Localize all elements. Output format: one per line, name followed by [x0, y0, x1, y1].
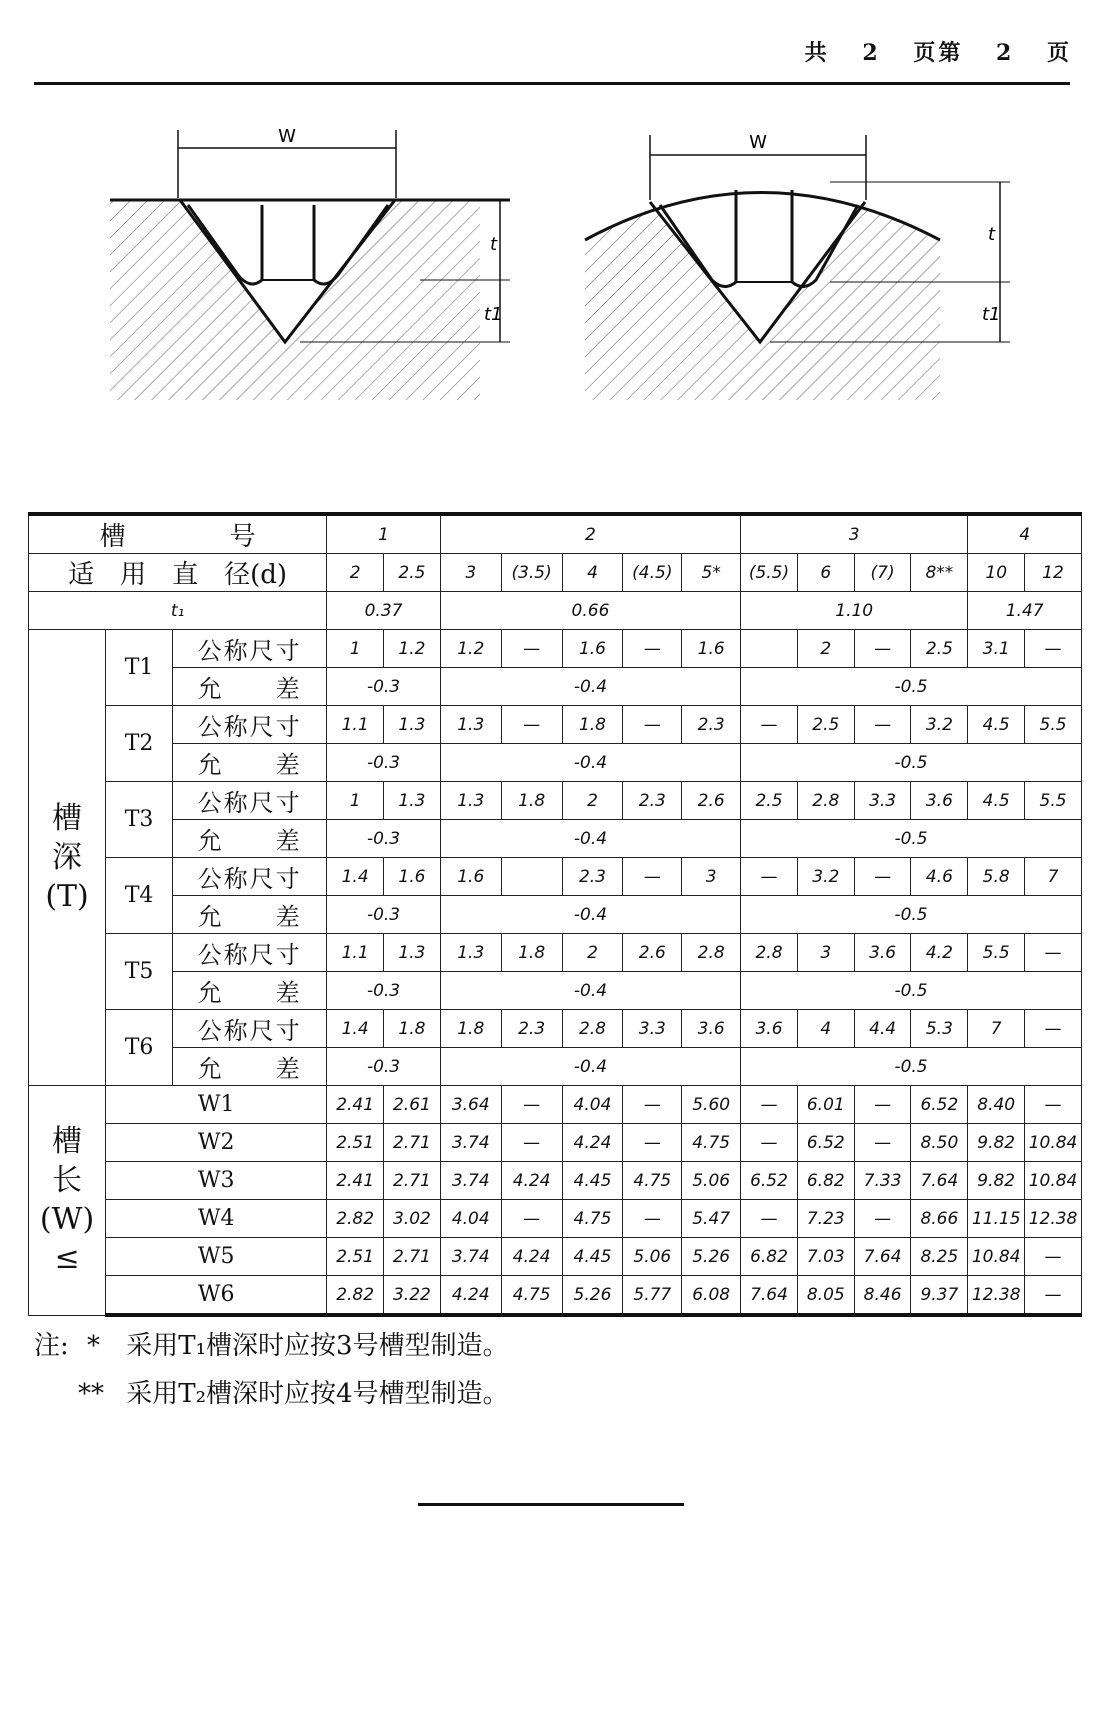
depth-value: 2.3 [562, 858, 623, 896]
length-value: — [854, 1086, 911, 1124]
depth-value: 3.6 [682, 1010, 741, 1048]
length-value: 11.15 [968, 1200, 1025, 1238]
length-value: 6.52 [911, 1086, 968, 1124]
diameter-cell: 2.5 [384, 554, 441, 592]
length-value: 2.41 [327, 1162, 384, 1200]
t1-cell: 0.66 [440, 592, 740, 630]
t1-header: t₁ [29, 592, 327, 630]
page-number: 2 [996, 40, 1015, 66]
depth-value: 2.5 [741, 782, 798, 820]
length-name: W6 [106, 1276, 327, 1316]
table-row [29, 1238, 1082, 1276]
depth-value: 2.6 [682, 782, 741, 820]
table-row [29, 744, 1082, 782]
nominal-label: 公称尺寸 [173, 858, 327, 896]
depth-value: 2.6 [623, 934, 682, 972]
depth-value: 2.5 [911, 630, 968, 668]
length-value: — [1025, 1276, 1082, 1316]
table-row [29, 972, 1082, 1010]
total-label: 共 [804, 40, 830, 66]
note-1 [34, 1322, 509, 1370]
depth-value: 4.4 [854, 1010, 911, 1048]
nominal-label: 公称尺寸 [173, 630, 327, 668]
table-row [29, 1048, 1082, 1086]
length-value: — [1025, 1086, 1082, 1124]
depth-value: 2.5 [797, 706, 854, 744]
depth-value: 1 [327, 630, 384, 668]
diameter-header: 适 用 直 径(d) [29, 554, 327, 592]
length-value: 6.08 [682, 1276, 741, 1316]
depth-label: 槽 深 (T) [29, 630, 106, 1086]
depth-value: 3.2 [797, 858, 854, 896]
length-value: 6.52 [741, 1162, 798, 1200]
length-value: 4.75 [623, 1162, 682, 1200]
length-value: 8.40 [968, 1086, 1025, 1124]
length-value: 9.37 [911, 1276, 968, 1316]
diameter-cell: (5.5) [741, 554, 798, 592]
depth-value: 4.5 [968, 782, 1025, 820]
tolerance-label: 允 差 [173, 820, 327, 858]
length-value: 3.74 [440, 1162, 501, 1200]
table-row [29, 858, 1082, 896]
table-row [29, 630, 1082, 668]
t1-cell: 1.47 [968, 592, 1082, 630]
slot-no-header: 槽 号 [29, 514, 327, 554]
depth-value: 3.1 [968, 630, 1025, 668]
length-value: 3.74 [440, 1238, 501, 1276]
depth-value: — [741, 858, 798, 896]
tolerance-value: -0.3 [327, 820, 441, 858]
depth-value: 5.5 [1025, 782, 1082, 820]
depth-value: — [623, 858, 682, 896]
length-value: 4.24 [562, 1124, 623, 1162]
tolerance-value: -0.4 [440, 972, 740, 1010]
table-row [29, 820, 1082, 858]
t1-label-right: t1 [982, 304, 1001, 325]
table-row [29, 1162, 1082, 1200]
depth-value: 7 [968, 1010, 1025, 1048]
table-row [29, 668, 1082, 706]
t1-cell: 1.10 [741, 592, 968, 630]
length-value: 2.82 [327, 1276, 384, 1316]
length-name: W1 [106, 1086, 327, 1124]
depth-value: 3 [797, 934, 854, 972]
slot-spec-table [28, 512, 1082, 1317]
tolerance-value: -0.4 [440, 744, 740, 782]
depth-value: 1.2 [440, 630, 501, 668]
diameter-cell: 2 [327, 554, 384, 592]
depth-value: — [1025, 630, 1082, 668]
depth-value: 2.3 [623, 782, 682, 820]
diameter-cell: 10 [968, 554, 1025, 592]
length-value: — [1025, 1238, 1082, 1276]
table-row [29, 1200, 1082, 1238]
depth-value: 1.8 [562, 706, 623, 744]
length-value: 8.25 [911, 1238, 968, 1276]
tolerance-value: -0.3 [327, 668, 441, 706]
depth-name: T6 [106, 1010, 173, 1086]
length-value: — [501, 1124, 562, 1162]
length-value: 5.06 [623, 1238, 682, 1276]
tolerance-label: 允 差 [173, 744, 327, 782]
depth-value: 2.3 [501, 1010, 562, 1048]
depth-value: 4.2 [911, 934, 968, 972]
w-label-right: W [749, 132, 767, 153]
depth-value: — [501, 630, 562, 668]
depth-value: 1.6 [384, 858, 441, 896]
page-header [783, 36, 1072, 67]
depth-value: — [623, 630, 682, 668]
depth-value: 1.3 [440, 934, 501, 972]
t1-label-left: t1 [484, 304, 503, 325]
depth-value: 1.8 [501, 934, 562, 972]
depth-value: 1.6 [440, 858, 501, 896]
note-2-mark: ** [78, 1379, 104, 1409]
length-value: 2.41 [327, 1086, 384, 1124]
depth-value: 1.4 [327, 1010, 384, 1048]
table-row [29, 782, 1082, 820]
length-value: 4.24 [501, 1162, 562, 1200]
depth-value: — [854, 630, 911, 668]
length-value: 2.51 [327, 1124, 384, 1162]
tolerance-value: -0.5 [741, 1048, 1082, 1086]
table-row [29, 1276, 1082, 1316]
t-label-left: t [490, 234, 498, 255]
length-value: 8.50 [911, 1124, 968, 1162]
depth-value: 2 [562, 934, 623, 972]
depth-name: T4 [106, 858, 173, 934]
length-value: — [501, 1086, 562, 1124]
slot-diagrams [0, 110, 1112, 410]
nominal-label: 公称尺寸 [173, 706, 327, 744]
nominal-label: 公称尺寸 [173, 1010, 327, 1048]
note-prefix: 注: [34, 1331, 69, 1361]
depth-value: — [1025, 934, 1082, 972]
depth-value: 1.8 [384, 1010, 441, 1048]
length-value: 6.82 [797, 1162, 854, 1200]
length-value: 5.47 [682, 1200, 741, 1238]
tolerance-label: 允 差 [173, 1048, 327, 1086]
table-row [29, 1086, 1082, 1124]
depth-value: 2.8 [562, 1010, 623, 1048]
length-value: 3.64 [440, 1086, 501, 1124]
length-value: 7.64 [741, 1276, 798, 1316]
length-value: 4.45 [562, 1238, 623, 1276]
tolerance-value: -0.5 [741, 744, 1082, 782]
length-value: 6.82 [741, 1238, 798, 1276]
length-value: 2.71 [384, 1124, 441, 1162]
note-2-text: 采用T₂槽深时应按4号槽型制造。 [126, 1379, 509, 1409]
tolerance-value: -0.3 [327, 896, 441, 934]
group-header: 4 [968, 514, 1082, 554]
length-value: 6.52 [797, 1124, 854, 1162]
depth-value: 1.6 [562, 630, 623, 668]
depth-name: T5 [106, 934, 173, 1010]
length-value: 8.66 [911, 1200, 968, 1238]
depth-value: 5.3 [911, 1010, 968, 1048]
tolerance-value: -0.5 [741, 972, 1082, 1010]
tolerance-label: 允 差 [173, 668, 327, 706]
table-row [29, 1010, 1082, 1048]
length-value: — [741, 1086, 798, 1124]
diameter-cell: (3.5) [501, 554, 562, 592]
depth-value: 5.5 [968, 934, 1025, 972]
depth-value: 1.3 [440, 706, 501, 744]
diameter-cell: 6 [797, 554, 854, 592]
length-value: 5.77 [623, 1276, 682, 1316]
note-1-mark: * [87, 1331, 101, 1361]
length-name: W4 [106, 1200, 327, 1238]
tolerance-value: -0.4 [440, 1048, 740, 1086]
length-value: 8.05 [797, 1276, 854, 1316]
diameter-cell: (4.5) [623, 554, 682, 592]
length-name: W5 [106, 1238, 327, 1276]
length-value: 7.23 [797, 1200, 854, 1238]
depth-value: 3.3 [854, 782, 911, 820]
total-pages: 2 [862, 40, 881, 66]
depth-value: 1.3 [440, 782, 501, 820]
depth-value: 1.8 [440, 1010, 501, 1048]
length-value: — [623, 1200, 682, 1238]
depth-value: 1.3 [384, 706, 441, 744]
length-value: 5.26 [682, 1238, 741, 1276]
length-value: 10.84 [1025, 1124, 1082, 1162]
depth-value: — [854, 706, 911, 744]
depth-value: — [623, 706, 682, 744]
depth-value: 1.6 [682, 630, 741, 668]
depth-value: 1.1 [327, 706, 384, 744]
depth-value: 3.3 [623, 1010, 682, 1048]
length-value: 10.84 [968, 1238, 1025, 1276]
depth-value: 7 [1025, 858, 1082, 896]
depth-value: — [501, 706, 562, 744]
length-value: 2.51 [327, 1238, 384, 1276]
end-rule [418, 1503, 684, 1506]
length-value: — [741, 1200, 798, 1238]
length-label: 槽 长 (W) ≤ [29, 1086, 106, 1316]
group-header: 3 [741, 514, 968, 554]
depth-value: 1 [327, 782, 384, 820]
depth-value: 3.6 [741, 1010, 798, 1048]
w-label-left: W [278, 126, 296, 147]
depth-value: 2 [562, 782, 623, 820]
depth-value [501, 858, 562, 896]
length-value: — [854, 1124, 911, 1162]
length-value: 8.46 [854, 1276, 911, 1316]
length-value: 4.04 [440, 1200, 501, 1238]
t-label-right: t [988, 224, 996, 245]
length-name: W3 [106, 1162, 327, 1200]
tolerance-value: -0.5 [741, 896, 1082, 934]
length-value: 4.04 [562, 1086, 623, 1124]
length-value: 7.03 [797, 1238, 854, 1276]
tolerance-value: -0.4 [440, 896, 740, 934]
length-value: 7.33 [854, 1162, 911, 1200]
t1-cell: 0.37 [327, 592, 441, 630]
tolerance-value: -0.4 [440, 668, 740, 706]
depth-value: 4.6 [911, 858, 968, 896]
depth-value: 4 [797, 1010, 854, 1048]
nominal-label: 公称尺寸 [173, 934, 327, 972]
length-value: 6.01 [797, 1086, 854, 1124]
length-value: 10.84 [1025, 1162, 1082, 1200]
length-value: 9.82 [968, 1162, 1025, 1200]
tolerance-value: -0.3 [327, 1048, 441, 1086]
diameter-cell: 4 [562, 554, 623, 592]
depth-value: 3 [682, 858, 741, 896]
note-1-text: 采用T₁槽深时应按3号槽型制造。 [126, 1331, 509, 1361]
depth-value: 1.2 [384, 630, 441, 668]
table-row [29, 592, 1082, 630]
length-value: 4.75 [682, 1124, 741, 1162]
tolerance-value: -0.4 [440, 820, 740, 858]
length-value: 7.64 [911, 1162, 968, 1200]
depth-value: 1.3 [384, 934, 441, 972]
depth-value: — [1025, 1010, 1082, 1048]
length-value: 3.02 [384, 1200, 441, 1238]
length-value: 4.75 [562, 1200, 623, 1238]
notes [34, 1322, 509, 1418]
depth-value: 3.2 [911, 706, 968, 744]
length-value: — [623, 1086, 682, 1124]
depth-value: 2 [797, 630, 854, 668]
depth-value: 1.4 [327, 858, 384, 896]
length-value: — [501, 1200, 562, 1238]
depth-value: 4.5 [968, 706, 1025, 744]
table-row [29, 1124, 1082, 1162]
table-row [29, 934, 1082, 972]
length-value: — [623, 1124, 682, 1162]
depth-value: 2.8 [682, 934, 741, 972]
length-name: W2 [106, 1124, 327, 1162]
depth-value: 1.8 [501, 782, 562, 820]
length-value: 5.06 [682, 1162, 741, 1200]
page-label: 页第 [913, 40, 964, 66]
depth-value: 5.5 [1025, 706, 1082, 744]
tolerance-label: 允 差 [173, 972, 327, 1010]
tolerance-value: -0.5 [741, 668, 1082, 706]
length-value: 7.64 [854, 1238, 911, 1276]
header-rule [34, 82, 1070, 85]
slot-spec-table-wrap [28, 512, 1082, 1317]
depth-value: 5.8 [968, 858, 1025, 896]
length-value: 4.24 [501, 1238, 562, 1276]
diameter-cell: 5* [682, 554, 741, 592]
group-header: 2 [440, 514, 740, 554]
length-value: 2.71 [384, 1238, 441, 1276]
depth-value: 2.8 [741, 934, 798, 972]
diameter-cell: 8** [911, 554, 968, 592]
group-header: 1 [327, 514, 441, 554]
tolerance-label: 允 差 [173, 896, 327, 934]
depth-value: 3.6 [854, 934, 911, 972]
length-value: 12.38 [968, 1276, 1025, 1316]
depth-name: T2 [106, 706, 173, 782]
depth-value: 2.8 [797, 782, 854, 820]
length-value: — [741, 1124, 798, 1162]
flat-slot-diagram [110, 126, 510, 400]
length-value: 5.60 [682, 1086, 741, 1124]
diameter-cell: (7) [854, 554, 911, 592]
length-value: 2.82 [327, 1200, 384, 1238]
length-value: — [854, 1200, 911, 1238]
tolerance-value: -0.3 [327, 972, 441, 1010]
depth-value: 1.1 [327, 934, 384, 972]
length-value: 9.82 [968, 1124, 1025, 1162]
note-2 [34, 1370, 509, 1418]
depth-value [741, 630, 798, 668]
depth-value: 3.6 [911, 782, 968, 820]
page-unit: 页 [1046, 40, 1072, 66]
depth-value: 2.3 [682, 706, 741, 744]
depth-name: T3 [106, 782, 173, 858]
tolerance-value: -0.3 [327, 744, 441, 782]
diameter-cell: 12 [1025, 554, 1082, 592]
length-value: 4.75 [501, 1276, 562, 1316]
tolerance-value: -0.5 [741, 820, 1082, 858]
diameter-cell: 3 [440, 554, 501, 592]
nominal-label: 公称尺寸 [173, 782, 327, 820]
length-value: 2.71 [384, 1162, 441, 1200]
round-slot-diagram [585, 132, 1010, 400]
table-row [29, 896, 1082, 934]
table-row [29, 514, 1082, 554]
table-row [29, 706, 1082, 744]
depth-value: 1.3 [384, 782, 441, 820]
length-value: 3.22 [384, 1276, 441, 1316]
length-value: 5.26 [562, 1276, 623, 1316]
length-value: 12.38 [1025, 1200, 1082, 1238]
table-row [29, 554, 1082, 592]
depth-value: — [741, 706, 798, 744]
length-value: 3.74 [440, 1124, 501, 1162]
depth-value: — [854, 858, 911, 896]
length-value: 4.45 [562, 1162, 623, 1200]
depth-name: T1 [106, 630, 173, 706]
length-value: 4.24 [440, 1276, 501, 1316]
length-value: 2.61 [384, 1086, 441, 1124]
